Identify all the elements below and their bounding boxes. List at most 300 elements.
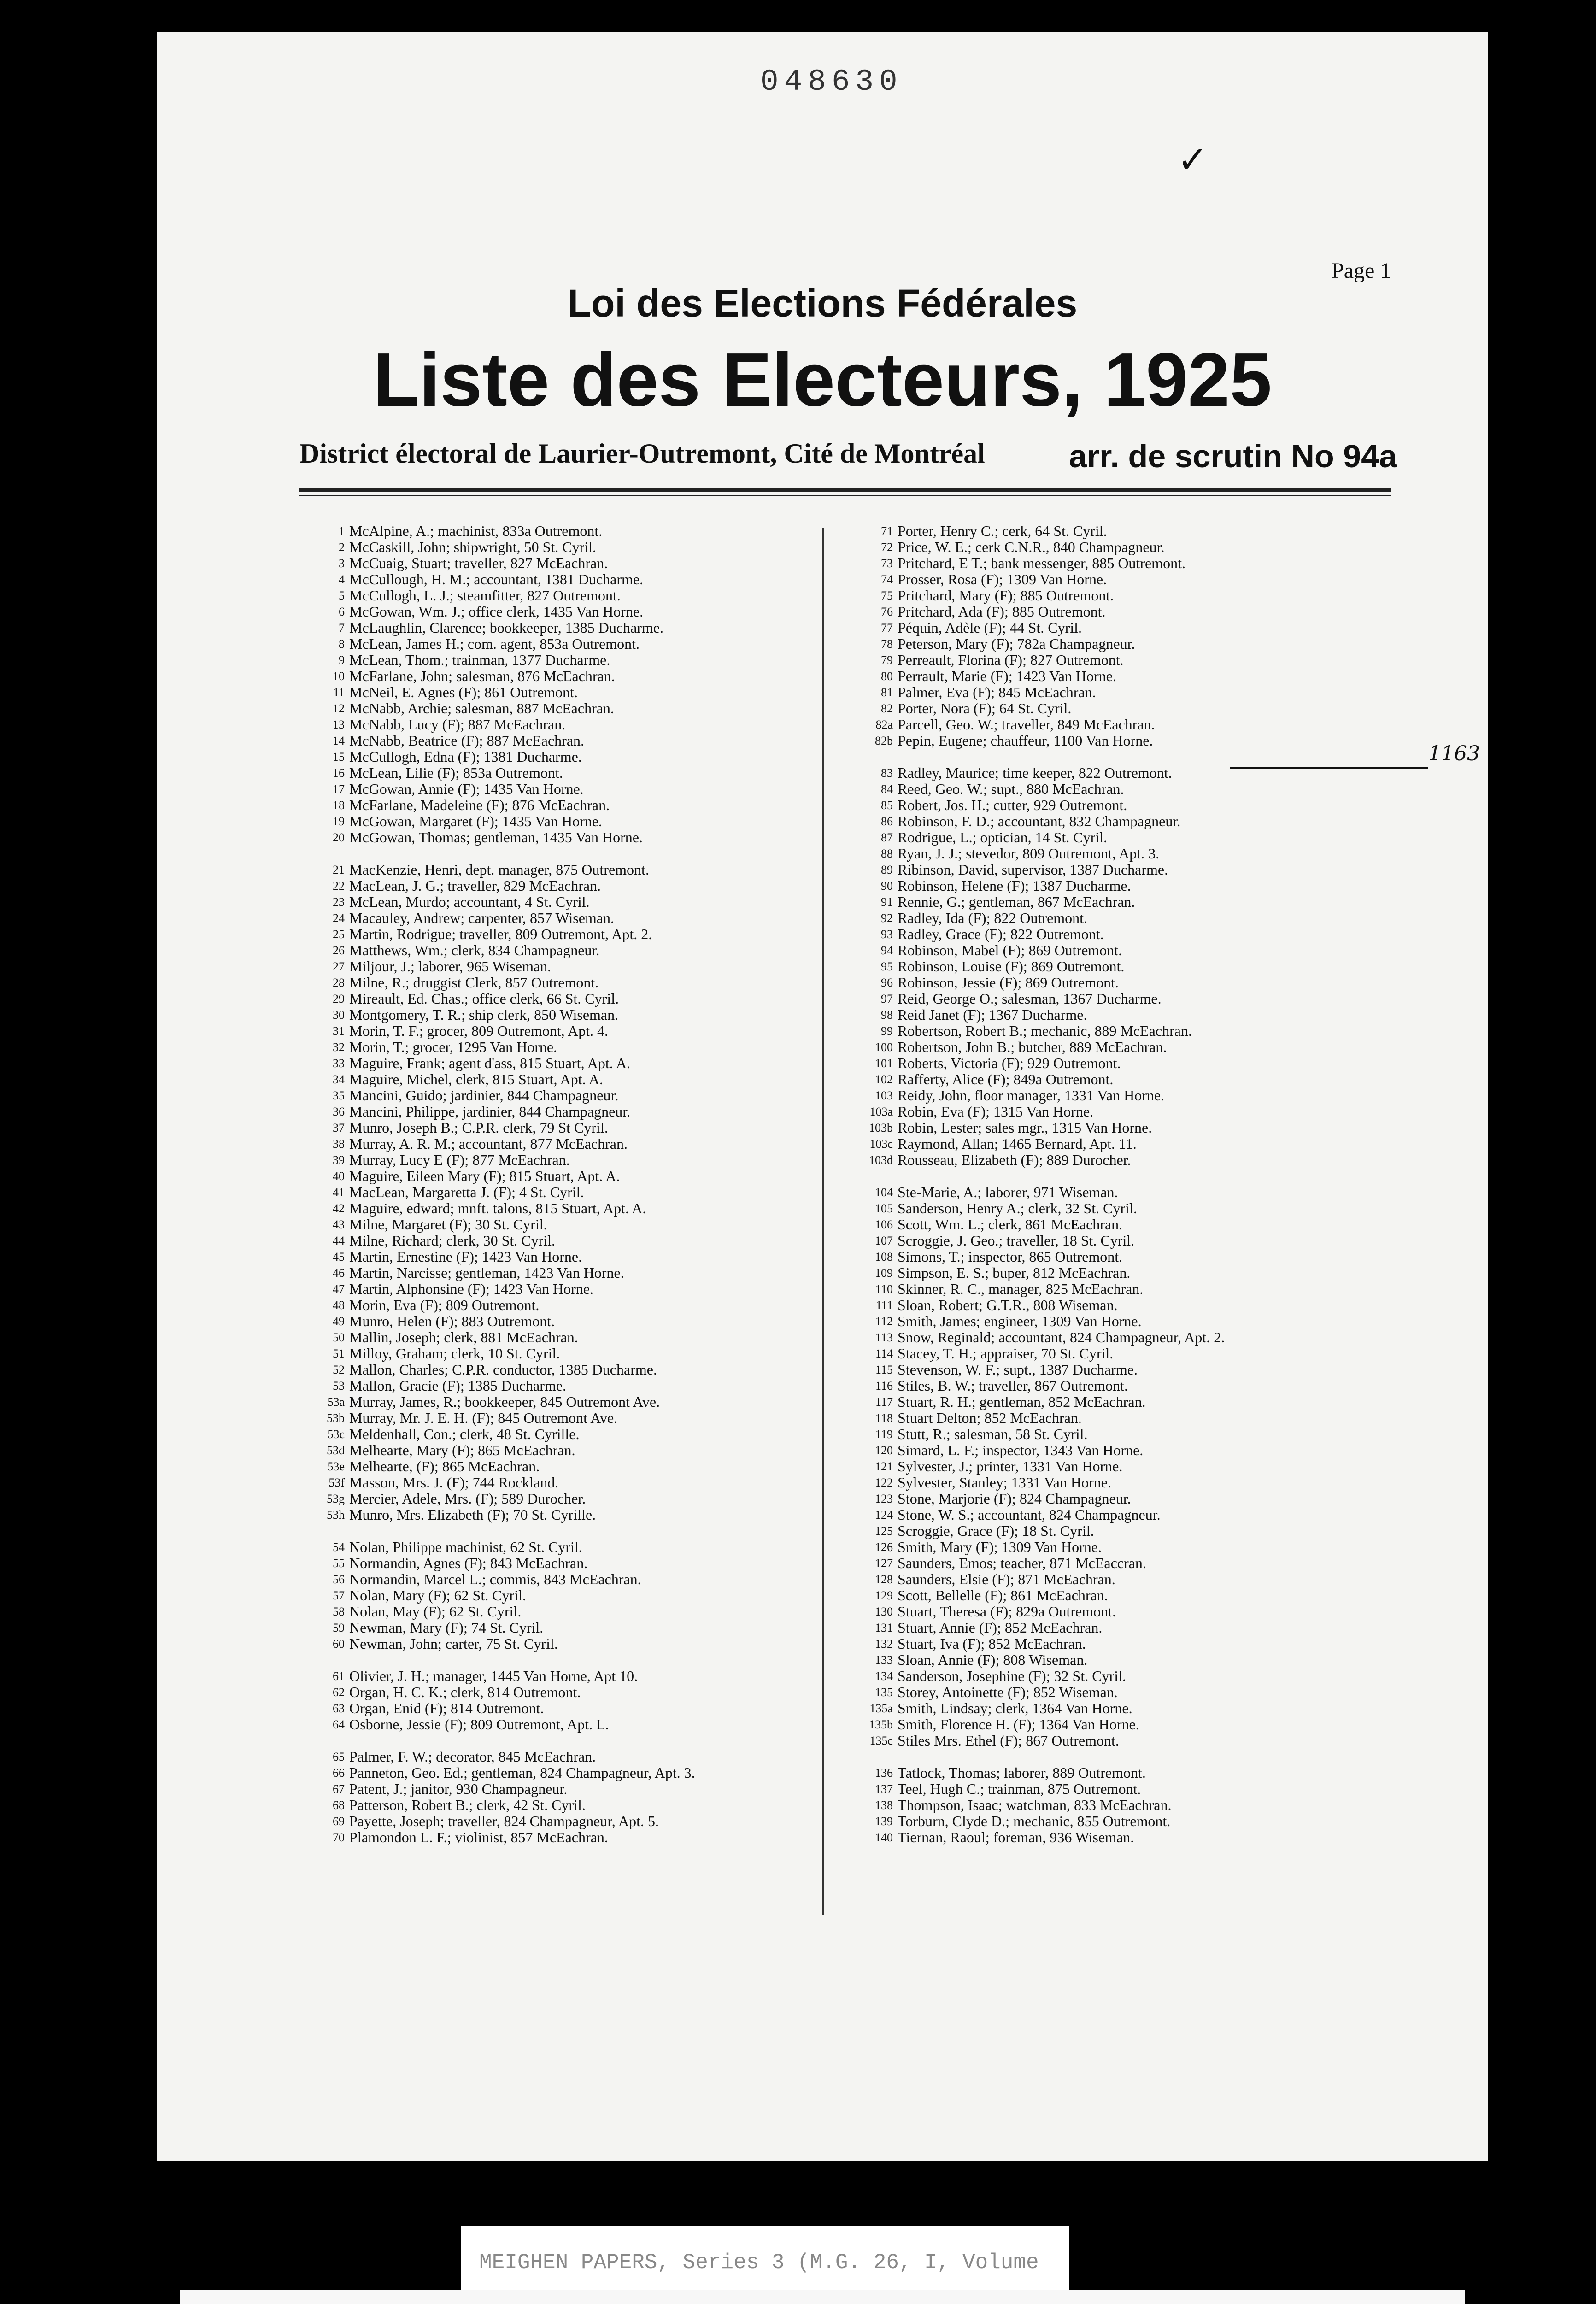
voter-entry (862, 1733, 1359, 1749)
voter-entry (862, 1813, 1359, 1829)
voter-entry (862, 1087, 1359, 1104)
voter-entry (862, 1233, 1359, 1249)
voter-entry (313, 1265, 811, 1281)
voter-entry (862, 1362, 1359, 1378)
voter-details: McFarlane, Madeleine (F); 876 McEachran. (349, 797, 610, 813)
voter-number: 44 (333, 1234, 345, 1247)
voter-number: 62 (333, 1686, 345, 1699)
voter-entry (313, 1152, 811, 1168)
voter-details: Scott, Bellelle (F); 861 McEachran. (898, 1587, 1108, 1604)
voter-entry (862, 926, 1359, 942)
voter-number: 114 (875, 1347, 893, 1360)
voter-number: 4 (339, 573, 345, 586)
voter-details: McAlpine, A.; machinist, 833a Outremont. (349, 523, 603, 539)
voter-number: 107 (875, 1234, 893, 1247)
voter-number: 103 (875, 1089, 893, 1102)
voter-details: Simons, T.; inspector, 865 Outremont. (898, 1248, 1123, 1265)
voter-entry (862, 829, 1359, 846)
voter-entry (862, 1458, 1359, 1475)
voter-number: 97 (881, 992, 893, 1005)
voter-number: 53c (327, 1428, 345, 1441)
voter-entry (862, 1426, 1359, 1442)
voter-number: 68 (333, 1799, 345, 1812)
voter-entry (862, 1507, 1359, 1523)
voter-number: 51 (333, 1347, 345, 1360)
voter-entry (862, 1217, 1359, 1233)
voter-entry (862, 1297, 1359, 1313)
voter-entry (862, 1797, 1359, 1813)
voter-number: 19 (333, 815, 345, 828)
voter-entry (862, 1587, 1359, 1604)
voter-details: Péquin, Adèle (F); 44 St. Cyril. (898, 619, 1082, 636)
voter-number: 133 (875, 1653, 893, 1667)
voter-entry (313, 700, 811, 717)
voter-number: 98 (881, 1008, 893, 1022)
voter-entry (862, 1829, 1359, 1846)
voter-details: Organ, Enid (F); 814 Outremont. (349, 1700, 544, 1716)
section-gap (313, 1733, 811, 1749)
voter-number: 75 (881, 589, 893, 602)
voter-number: 82b (875, 734, 893, 747)
voter-details: Smith, Lindsay; clerk, 1364 Van Horne. (898, 1700, 1132, 1716)
voter-number: 18 (333, 799, 345, 812)
voter-number: 99 (881, 1024, 893, 1038)
voter-details: Munro, Helen (F); 883 Outremont. (349, 1313, 555, 1329)
voter-details: Murray, Lucy E (F); 877 McEachran. (349, 1152, 570, 1168)
document-page (157, 32, 1488, 2161)
voter-details: Osborne, Jessie (F); 809 Outremont, Apt. L. (349, 1716, 609, 1733)
voter-details: Robinson, Jessie (F); 869 Outremont. (898, 974, 1119, 991)
voter-number: 103c (869, 1137, 893, 1151)
voter-number: 109 (875, 1266, 893, 1280)
document-number-stamp: 048630 (760, 65, 903, 99)
voter-details: Murray, James, R.; bookkeeper, 845 Outremont Ave. (349, 1393, 660, 1410)
voter-entry (313, 829, 811, 846)
voter-entry (313, 1055, 811, 1071)
voter-details: Pepin, Eugene; chauffeur, 1100 Van Horne. (898, 732, 1153, 749)
voter-entry (862, 1652, 1359, 1668)
voter-number: 128 (875, 1573, 893, 1586)
voter-entry (862, 717, 1359, 733)
voter-details: McLean, Thom.; trainman, 1377 Ducharme. (349, 652, 610, 668)
voter-entry (313, 1829, 811, 1846)
voter-details: McLean, Murdo; accountant, 4 St. Cyril. (349, 893, 590, 910)
voter-number: 135a (869, 1702, 893, 1715)
voter-entry (862, 1007, 1359, 1023)
voter-entry (313, 1813, 811, 1829)
voter-number: 15 (333, 750, 345, 764)
voter-details: Sylvester, Stanley; 1331 Van Horne. (898, 1474, 1111, 1491)
voter-details: Scott, Wm. L.; clerk, 861 McEachran. (898, 1216, 1123, 1233)
voter-details: Reidy, John, floor manager, 1331 Van Horne. (898, 1087, 1165, 1104)
voter-number: 69 (333, 1815, 345, 1828)
voter-number: 25 (333, 928, 345, 941)
voter-entry (313, 1233, 811, 1249)
voter-number: 34 (333, 1073, 345, 1086)
voter-entry (313, 781, 811, 797)
voter-entry (862, 1152, 1359, 1168)
voter-entry (862, 604, 1359, 620)
voter-entry (313, 733, 811, 749)
voter-entry (313, 1329, 811, 1346)
section-gap (313, 1652, 811, 1668)
voter-details: Milloy, Graham; clerk, 10 St. Cyril. (349, 1345, 560, 1362)
voter-details: Thompson, Isaac; watchman, 833 McEachran. (898, 1797, 1172, 1813)
voter-details: Stutt, R.; salesman, 58 St. Cyril. (898, 1426, 1088, 1442)
voter-entry (862, 1265, 1359, 1281)
voter-details: Mercier, Adele, Mrs. (F); 589 Durocher. (349, 1490, 586, 1507)
voter-entry (862, 1684, 1359, 1700)
voter-details: Sanderson, Josephine (F); 32 St. Cyril. (898, 1668, 1126, 1684)
voter-entry (313, 1394, 811, 1410)
voter-details: Rodrigue, L.; optician, 14 St. Cyril. (898, 829, 1108, 846)
voter-details: Radley, Maurice; time keeper, 822 Outremont. (898, 764, 1172, 781)
voter-entry (313, 1104, 811, 1120)
voter-details: Parcell, Geo. W.; traveller, 849 McEachran. (898, 716, 1155, 733)
voter-details: Raymond, Allan; 1465 Bernard, Apt. 11. (898, 1135, 1137, 1152)
voter-number: 36 (333, 1105, 345, 1118)
voter-details: Skinner, R. C., manager, 825 McEachran. (898, 1281, 1144, 1297)
voter-number: 125 (875, 1524, 893, 1538)
voter-details: Patent, J.; janitor, 930 Champagneur. (349, 1781, 568, 1797)
voter-number: 41 (333, 1186, 345, 1199)
voter-details: Milne, Richard; clerk, 30 St. Cyril. (349, 1232, 556, 1249)
voter-entry (313, 1442, 811, 1458)
voter-details: MacLean, J. G.; traveller, 829 McEachran. (349, 877, 601, 894)
voter-number: 26 (333, 944, 345, 957)
voter-details: Meldenhall, Con.; clerk, 48 St. Cyrille. (349, 1426, 580, 1442)
voter-number: 127 (875, 1557, 893, 1570)
voter-entry (862, 958, 1359, 975)
voter-entry (862, 975, 1359, 991)
voter-entry (862, 588, 1359, 604)
voter-number: 85 (881, 799, 893, 812)
voter-entry (862, 523, 1359, 539)
voter-number: 123 (875, 1492, 893, 1505)
voter-details: Mallon, Gracie (F); 1385 Ducharme. (349, 1377, 566, 1394)
voter-entry (862, 862, 1359, 878)
voter-number: 81 (881, 686, 893, 699)
voter-number: 13 (333, 718, 345, 731)
voter-details: McGowan, Thomas; gentleman, 1435 Van Horne. (349, 829, 643, 846)
voter-details: Stuart, R. H.; gentleman, 852 McEachran. (898, 1393, 1146, 1410)
voter-entry (313, 813, 811, 829)
voter-number: 87 (881, 831, 893, 844)
voter-entry (313, 1587, 811, 1604)
voter-details: McNabb, Lucy (F); 887 McEachran. (349, 716, 566, 733)
voter-number: 115 (875, 1363, 893, 1376)
voter-details: MacLean, Margaretta J. (F); 4 St. Cyril. (349, 1184, 584, 1200)
voter-entry (313, 588, 811, 604)
voter-details: Perrault, Marie (F); 1423 Van Horne. (898, 668, 1116, 684)
voter-number: 137 (875, 1782, 893, 1796)
voter-details: Martin, Narcisse; gentleman, 1423 Van Horne. (349, 1264, 624, 1281)
voter-entry (313, 1458, 811, 1475)
voter-details: Ribinson, David, supervisor, 1387 Ducharme. (898, 861, 1168, 878)
voter-entry (862, 1571, 1359, 1587)
voter-details: Peterson, Mary (F); 782a Champagneur. (898, 635, 1135, 652)
voter-number: 48 (333, 1299, 345, 1312)
voter-number: 103b (869, 1121, 893, 1134)
voter-details: Maguire, edward; mnft. talons, 815 Stuart, Apt. A. (349, 1200, 646, 1217)
voter-number: 53f (329, 1476, 345, 1489)
voter-details: Stone, W. S.; accountant, 824 Champagneur. (898, 1506, 1161, 1523)
voter-number: 43 (333, 1218, 345, 1231)
voter-number: 38 (333, 1137, 345, 1151)
voter-details: Montgomery, T. R.; ship clerk, 850 Wiseman. (349, 1006, 619, 1023)
voter-number: 108 (875, 1250, 893, 1264)
voter-number: 5 (339, 589, 345, 602)
voter-number: 73 (881, 557, 893, 570)
voter-number: 52 (333, 1363, 345, 1376)
voter-number: 47 (333, 1282, 345, 1296)
voter-details: McLean, Lilie (F); 853a Outremont. (349, 764, 563, 781)
voter-entry (862, 1523, 1359, 1539)
voter-number: 50 (333, 1331, 345, 1344)
voter-entry (862, 1104, 1359, 1120)
voter-entry (313, 1007, 811, 1023)
section-gap (862, 749, 1359, 765)
voter-entry (313, 1168, 811, 1184)
voter-entry (862, 1313, 1359, 1329)
voter-number: 95 (881, 960, 893, 973)
voter-number: 6 (339, 605, 345, 618)
voter-entry (862, 1410, 1359, 1426)
voter-number: 45 (333, 1250, 345, 1264)
voter-entry (313, 1184, 811, 1200)
voter-entry (313, 555, 811, 571)
voter-details: Mancini, Philippe, jardinier, 844 Champagneur. (349, 1103, 631, 1120)
voter-number: 14 (333, 734, 345, 747)
voter-number: 132 (875, 1637, 893, 1651)
voter-details: McNabb, Beatrice (F); 887 McEachran. (349, 732, 585, 749)
voter-entry (862, 555, 1359, 571)
voter-number: 53d (327, 1444, 345, 1457)
voter-entry (313, 636, 811, 652)
voter-details: Mancini, Guido; jardinier, 844 Champagneur. (349, 1087, 619, 1104)
voter-entry (313, 1636, 811, 1652)
section-gap (862, 1168, 1359, 1184)
voter-details: McGowan, Margaret (F); 1435 Van Horne. (349, 813, 602, 829)
voter-details: Matthews, Wm.; clerk, 834 Champagneur. (349, 942, 600, 958)
voter-entry (862, 652, 1359, 668)
voter-number: 135b (869, 1718, 893, 1731)
voter-details: Porter, Nora (F); 64 St. Cyril. (898, 700, 1072, 717)
voter-number: 16 (333, 766, 345, 780)
voter-details: Sylvester, J.; printer, 1331 Van Horne. (898, 1458, 1123, 1475)
microfilm-label: MEIGHEN PAPERS, Series 3 (M.G. 26, I, Volume (461, 2226, 1069, 2299)
voter-number: 60 (333, 1637, 345, 1651)
voter-number: 79 (881, 653, 893, 667)
voter-entry (862, 1023, 1359, 1039)
voter-details: Stacey, T. H.; appraiser, 70 St. Cyril. (898, 1345, 1114, 1362)
voter-entry (313, 942, 811, 958)
voter-number: 29 (333, 992, 345, 1005)
voter-number: 53e (327, 1460, 345, 1473)
voter-number: 110 (875, 1282, 893, 1296)
voter-details: Porter, Henry C.; cerk, 64 St. Cyril. (898, 523, 1107, 539)
voter-details: Stuart, Annie (F); 852 McEachran. (898, 1619, 1103, 1636)
voter-details: Ryan, J. J.; stevedor, 809 Outremont, Apt. 3. (898, 845, 1160, 862)
voter-entry (313, 958, 811, 975)
voter-details: Rennie, G.; gentleman, 867 McEachran. (898, 893, 1135, 910)
voter-number: 58 (333, 1605, 345, 1618)
voter-number: 135 (875, 1686, 893, 1699)
voter-number: 7 (339, 621, 345, 635)
voter-entry (862, 894, 1359, 910)
voter-number: 78 (881, 637, 893, 651)
voter-number: 138 (875, 1799, 893, 1812)
voter-details: Robinson, F. D.; accountant, 832 Champagneur. (898, 813, 1181, 829)
voter-entry (313, 1426, 811, 1442)
voter-entry (313, 523, 811, 539)
voter-details: Stuart, Iva (F); 852 McEachran. (898, 1635, 1086, 1652)
voter-number: 64 (333, 1718, 345, 1731)
voter-details: Tatlock, Thomas; laborer, 889 Outremont. (898, 1764, 1146, 1781)
voter-details: Robinson, Helene (F); 1387 Ducharme. (898, 877, 1131, 894)
voter-number: 126 (875, 1540, 893, 1554)
voter-number: 63 (333, 1702, 345, 1715)
voter-details: Mallon, Charles; C.P.R. conductor, 1385 Ducharme. (349, 1361, 657, 1378)
voter-entry (313, 668, 811, 684)
voter-details: Mallin, Joseph; clerk, 881 McEachran. (349, 1329, 578, 1346)
voter-details: Teel, Hugh C.; trainman, 875 Outremont. (898, 1781, 1141, 1797)
voter-entry (862, 878, 1359, 894)
voter-entry (862, 1604, 1359, 1620)
voter-entry (313, 1797, 811, 1813)
voter-number: 12 (333, 702, 345, 715)
voter-entry (313, 1313, 811, 1329)
voter-details: McFarlane, John; salesman, 876 McEachran. (349, 668, 615, 684)
voter-number: 53b (327, 1411, 345, 1425)
list-title: Liste des Electeurs, 1925 (373, 337, 1272, 422)
voter-entry (862, 991, 1359, 1007)
voter-number: 90 (881, 879, 893, 893)
voter-entry (313, 1555, 811, 1571)
voter-number: 82a (875, 718, 893, 731)
voter-entry (862, 1716, 1359, 1733)
voter-entry (313, 652, 811, 668)
voter-entry (313, 717, 811, 733)
voter-number: 131 (875, 1621, 893, 1634)
voter-entry (862, 1071, 1359, 1087)
voter-entry (862, 1184, 1359, 1200)
voter-details: Melhearte, (F); 865 McEachran. (349, 1458, 540, 1475)
voter-details: McGowan, Wm. J.; office clerk, 1435 Van Horne. (349, 603, 644, 620)
column-divider (822, 528, 824, 1915)
voter-details: Pritchard, Ada (F); 885 Outremont. (898, 603, 1106, 620)
voter-entry (862, 1636, 1359, 1652)
voter-details: Robinson, Louise (F); 869 Outremont. (898, 958, 1125, 975)
voter-details: Masson, Mrs. J. (F); 744 Rockland. (349, 1474, 559, 1491)
voter-entry (862, 571, 1359, 588)
voter-number: 59 (333, 1621, 345, 1634)
voter-entry (313, 1362, 811, 1378)
voter-details: Palmer, F. W.; decorator, 845 McEachran. (349, 1748, 596, 1765)
voter-entry (313, 1023, 811, 1039)
voter-number: 11 (333, 686, 345, 699)
voter-details: Maguire, Eileen Mary (F); 815 Stuart, Apt. A. (349, 1168, 620, 1184)
voter-details: Palmer, Eva (F); 845 McEachran. (898, 684, 1096, 700)
voter-entry (862, 1491, 1359, 1507)
voter-entry (862, 1442, 1359, 1458)
voter-details: Ste-Marie, A.; laborer, 971 Wiseman. (898, 1184, 1118, 1200)
voter-number: 93 (881, 928, 893, 941)
voter-details: Radley, Grace (F); 822 Outremont. (898, 926, 1104, 942)
voter-details: Melhearte, Mary (F); 865 McEachran. (349, 1442, 575, 1458)
voter-entry (862, 1120, 1359, 1136)
voter-entry (862, 1781, 1359, 1797)
voter-entry (313, 1668, 811, 1684)
voter-number: 72 (881, 541, 893, 554)
voter-details: Morin, T. F.; grocer, 809 Outremont, Apt. 4. (349, 1023, 609, 1039)
voter-number: 57 (333, 1589, 345, 1602)
voter-details: Normandin, Marcel L.; commis, 843 McEachran. (349, 1571, 641, 1587)
voter-entry (313, 539, 811, 555)
voter-details: Robertson, Robert B.; mechanic, 889 McEachran. (898, 1023, 1192, 1039)
voter-entry (313, 975, 811, 991)
voter-details: Rousseau, Elizabeth (F); 889 Durocher. (898, 1152, 1131, 1168)
page-number: Page 1 (1332, 259, 1391, 283)
voter-entry (862, 636, 1359, 652)
voter-number: 101 (875, 1057, 893, 1070)
voter-entry (313, 1604, 811, 1620)
voter-entry (862, 668, 1359, 684)
voter-details: Radley, Ida (F); 822 Outremont. (898, 910, 1088, 926)
voter-entry (862, 1765, 1359, 1781)
voter-number: 53h (327, 1508, 345, 1522)
voter-number: 89 (881, 863, 893, 876)
voter-details: Stevenson, W. F.; supt., 1387 Ducharme. (898, 1361, 1138, 1378)
voter-entry (313, 1136, 811, 1152)
voter-entry (862, 1346, 1359, 1362)
voter-details: Prosser, Rosa (F); 1309 Van Horne. (898, 571, 1107, 588)
voter-details: Normandin, Agnes (F); 843 McEachran. (349, 1555, 588, 1571)
voter-number: 136 (875, 1766, 893, 1780)
voter-details: McCullogh, Edna (F); 1381 Ducharme. (349, 748, 582, 765)
voter-number: 102 (875, 1073, 893, 1086)
voter-entry (862, 1249, 1359, 1265)
voter-details: McGowan, Annie (F); 1435 Van Horne. (349, 781, 584, 797)
voter-number: 10 (333, 670, 345, 683)
voter-entry (862, 1475, 1359, 1491)
voter-entry (313, 571, 811, 588)
voter-number: 42 (333, 1202, 345, 1215)
voter-number: 134 (875, 1669, 893, 1683)
voter-details: Reed, Geo. W.; supt., 880 McEachran. (898, 781, 1124, 797)
voter-entry (862, 620, 1359, 636)
voter-details: Olivier, J. H.; manager, 1445 Van Horne, Apt 10. (349, 1668, 638, 1684)
voter-number: 77 (881, 621, 893, 635)
voter-details: Snow, Reginald; accountant, 824 Champagneur, Apt. 2. (898, 1329, 1225, 1346)
voter-details: Stone, Marjorie (F); 824 Champagneur. (898, 1490, 1131, 1507)
voter-entry (313, 1716, 811, 1733)
voter-entry (862, 1555, 1359, 1571)
voter-entry (313, 910, 811, 926)
voter-details: Smith, Mary (F); 1309 Van Horne. (898, 1539, 1102, 1555)
voter-entry (862, 1620, 1359, 1636)
voter-number: 55 (333, 1557, 345, 1570)
voter-entry (313, 991, 811, 1007)
voter-number: 35 (333, 1089, 345, 1102)
voter-number: 67 (333, 1782, 345, 1796)
voter-number: 106 (875, 1218, 893, 1231)
voter-details: Panneton, Geo. Ed.; gentleman, 824 Champagneur, Apt. 3. (349, 1764, 695, 1781)
voter-details: Murray, Mr. J. E. H. (F); 845 Outremont Ave. (349, 1410, 618, 1426)
voter-entry (313, 1087, 811, 1104)
voter-number: 80 (881, 670, 893, 683)
voter-number: 9 (339, 653, 345, 667)
